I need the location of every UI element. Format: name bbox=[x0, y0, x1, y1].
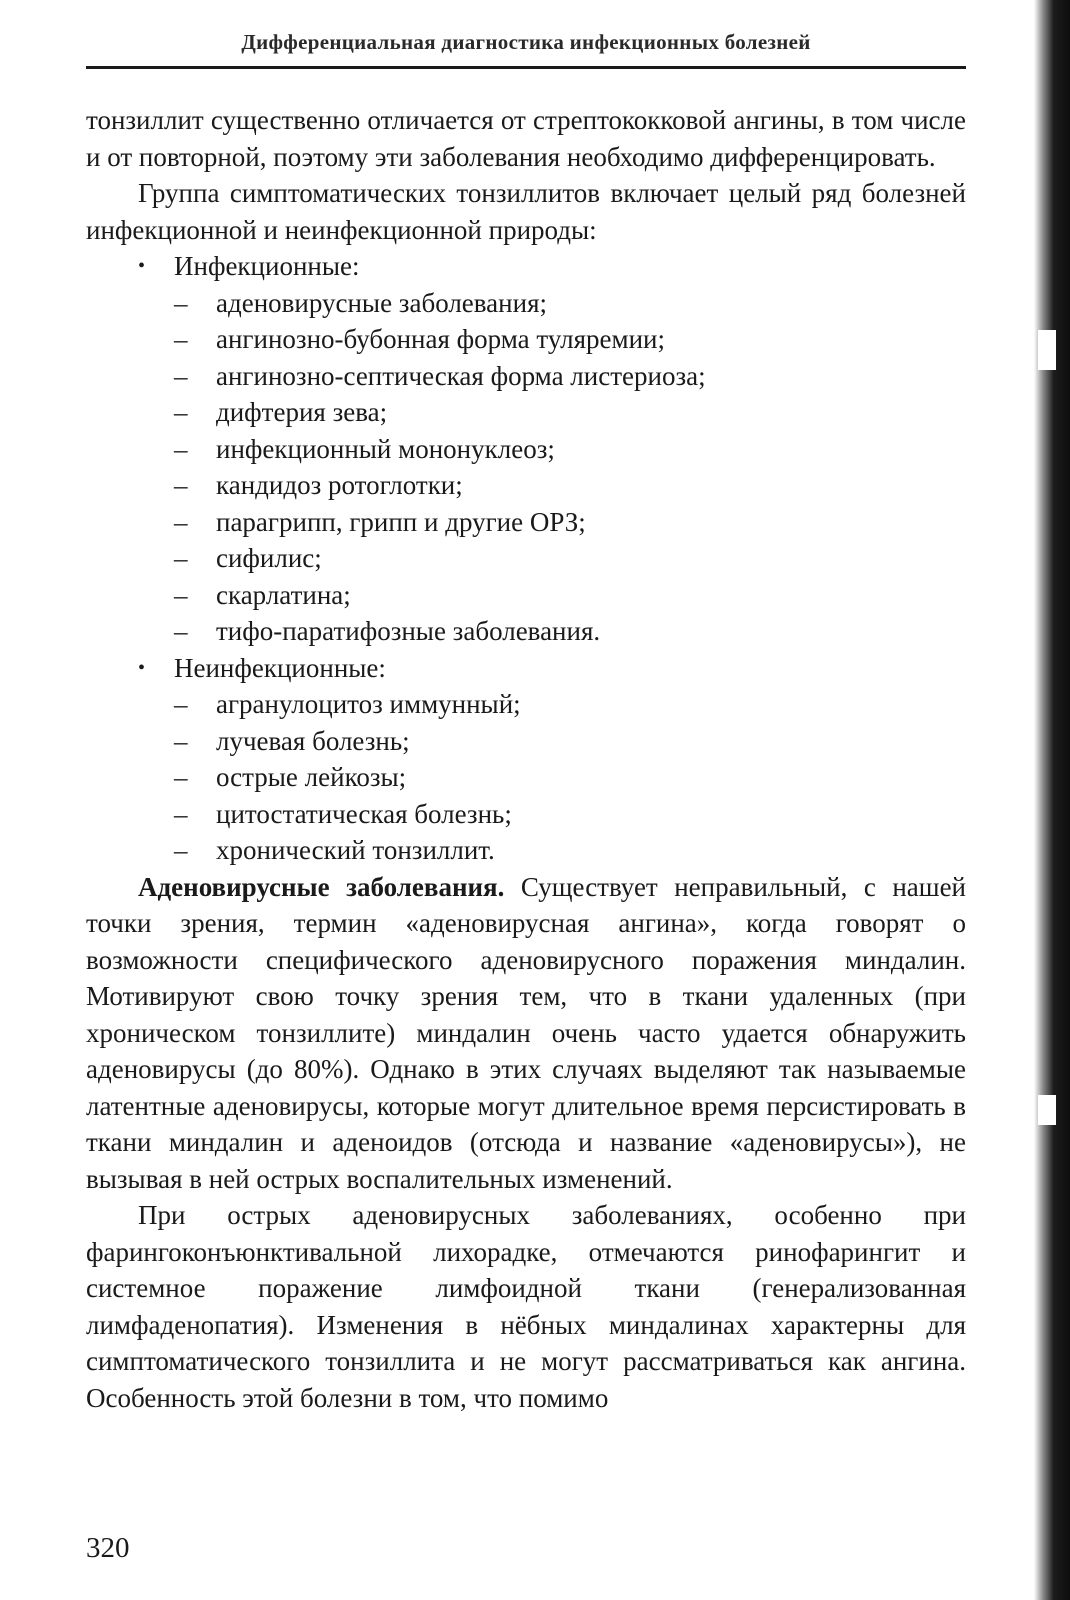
group-label: Неинфекционные: bbox=[174, 652, 386, 683]
list-item: – ангинозно-септическая форма листериоза; bbox=[174, 358, 966, 395]
dash-icon: – bbox=[174, 579, 188, 610]
group-noninfectious bbox=[86, 650, 966, 869]
scan-shadow-edge bbox=[1034, 0, 1070, 1600]
header-rule bbox=[86, 66, 966, 69]
dash-icon: – bbox=[174, 324, 188, 354]
group-label: Инфекционные: bbox=[174, 251, 360, 281]
dash-icon: – bbox=[174, 725, 188, 756]
list-item: – скарлатина; bbox=[174, 577, 966, 614]
list-item: – парагрипп, грипп и другие ОРЗ; bbox=[174, 504, 966, 541]
bullet-icon: • bbox=[138, 656, 146, 679]
dash-icon: – bbox=[174, 397, 188, 427]
dash-icon: – bbox=[174, 689, 188, 719]
section-lead-heading: Аденовирусные заболевания. bbox=[138, 871, 505, 902]
paragraph-adenovirus bbox=[86, 869, 966, 1198]
list-item: – ангинозно-бубонная форма туляремии; bbox=[174, 321, 966, 358]
scan-edge-gap bbox=[1038, 1095, 1056, 1125]
page-body bbox=[86, 102, 966, 1416]
paragraph-continuation: тонзиллит существенно отличается от стрептококковой ангины, в том числе и от повторной, поэтому эти заболевания необходимо дифференцировать. bbox=[86, 105, 966, 172]
dash-icon: – bbox=[174, 616, 188, 646]
dash-icon: – bbox=[174, 798, 188, 829]
list-item: – тифо-паратифозные заболевания. bbox=[174, 613, 966, 650]
list-item: – хронический тонзиллит. bbox=[174, 832, 966, 869]
page-number: 320 bbox=[86, 1532, 130, 1564]
scan-edge-gap bbox=[1038, 330, 1056, 370]
list-item: – цитостатическая болезнь; bbox=[174, 796, 966, 833]
dash-icon: – bbox=[174, 543, 188, 573]
list-item: – лучевая болезнь; bbox=[174, 723, 966, 760]
dash-icon: – bbox=[174, 506, 188, 537]
list-item: – сифилис; bbox=[174, 540, 966, 577]
noninfectious-items bbox=[174, 686, 966, 869]
list-item: – острые лейкозы; bbox=[174, 759, 966, 796]
dash-icon: – bbox=[174, 433, 188, 464]
paragraph-adenovirus-text: Существует неправильный, с нашей точки зрения, термин «аденовирусная ангина», когда говорят о возможности специфического аденовирусного поражения миндалин. Мотивируют свою точку зрения тем, что в ткани удаленных (при хроническом тонзиллите) миндалин очень часто удается обнаружить аденовирусы (до 80%). Однако в этих случаях выделяют так называемые латентные аденовирусы, которые могут длительное время персистировать в ткани миндалин и аденоидов (отсюда и название «аденовирусы»), не вызывая в ней острых воспалительных изменений. bbox=[86, 871, 966, 1194]
paragraph-group-intro: Группа симптоматических тонзиллитов включает целый ряд болезней инфекционной и неинфекционной природы: bbox=[86, 178, 966, 245]
dash-icon: – bbox=[174, 470, 188, 500]
group-infectious bbox=[86, 248, 966, 650]
tonsillitis-group-list bbox=[86, 248, 966, 869]
running-head: Дифференциальная диагностика инфекционных болезней bbox=[241, 30, 811, 54]
bullet-icon: • bbox=[138, 255, 146, 277]
list-item: – аденовирусные заболевания; bbox=[174, 285, 966, 322]
list-item: – дифтерия зева; bbox=[174, 394, 966, 431]
dash-icon: – bbox=[174, 360, 188, 391]
list-item: – агранулоцитоз иммунный; bbox=[174, 686, 966, 723]
list-item: – инфекционный мононуклеоз; bbox=[174, 431, 966, 468]
dash-icon: – bbox=[174, 762, 188, 792]
paragraph-acute-adenovirus: При острых аденовирусных заболеваниях, особенно при фарингоконъюнктивальной лихорадке, отмечаются ринофарингит и системное поражение лимфоидной ткани (генерализованная лимфаденопатия). Изменения в нёбных миндалинах характерны для симптоматического тонзиллита и не могут рассматриваться как ангина. Особенность этой болезни в том, что помимо bbox=[86, 1200, 966, 1413]
dash-icon: – bbox=[174, 835, 188, 865]
dash-icon: – bbox=[174, 287, 188, 318]
infectious-items bbox=[174, 285, 966, 650]
list-item: – кандидоз ротоглотки; bbox=[174, 467, 966, 504]
